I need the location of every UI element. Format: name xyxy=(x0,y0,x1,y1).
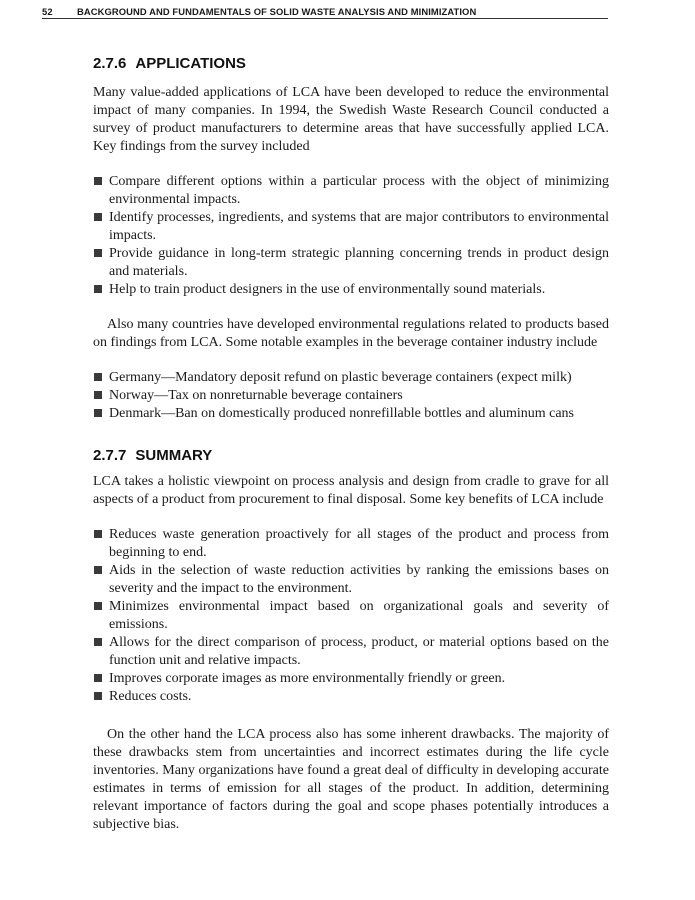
list-item-text: Provide guidance in long-term strategic planning concerning trends in product design and materials. xyxy=(109,246,609,279)
square-bullet-icon xyxy=(94,530,102,538)
square-bullet-icon xyxy=(94,213,102,221)
square-bullet-icon xyxy=(94,285,102,293)
list-item-text: Minimizes environmental impact based on organizational goals and severity of emissions. xyxy=(109,599,609,632)
square-bullet-icon xyxy=(94,409,102,417)
section-heading-summary xyxy=(93,446,609,466)
section-title: SUMMARY xyxy=(135,447,213,464)
list-item xyxy=(93,173,609,209)
square-bullet-icon xyxy=(94,249,102,257)
running-title: BACKGROUND AND FUNDAMENTALS OF SOLID WASTE ANALYSIS AND MINIMIZATION xyxy=(77,6,477,17)
square-bullet-icon xyxy=(94,692,102,700)
list-item-text: Reduces waste generation proactively for all stages of the product and process from beginning to end. xyxy=(109,527,609,560)
list-item-text: Aids in the selection of waste reduction activities by ranking the emissions bases on severity and the impact to the environment. xyxy=(109,563,609,596)
running-header xyxy=(42,6,608,19)
square-bullet-icon xyxy=(94,602,102,610)
drawbacks-paragraph: On the other hand the LCA process also has some inherent drawbacks. The majority of these drawbacks stem from uncertainties and incorrect estimates during the life cycle inventories. Many organizations have found a great deal of difficulty in developing accurate estimates in terms of emission for all stages of the product. In addition, determining relevant importance of factors during the goal and scope phases potentially introduces a subjective bias. xyxy=(93,727,609,832)
square-bullet-icon xyxy=(94,674,102,682)
list-item-text: Improves corporate images as more environmentally friendly or green. xyxy=(109,671,506,686)
list-item-text: Identify processes, ingredients, and systems that are major contributors to environmental impacts. xyxy=(109,210,609,243)
square-bullet-icon xyxy=(94,566,102,574)
list-item xyxy=(93,281,609,299)
square-bullet-icon xyxy=(94,391,102,399)
page-content xyxy=(93,54,609,834)
regulations-intro-paragraph: Also many countries have developed environmental regulations related to products based on findings from LCA. Some notable examples in the beverage container industry include xyxy=(93,317,609,350)
list-item xyxy=(93,634,609,670)
section-number: 2.7.6 xyxy=(93,55,127,72)
list-item xyxy=(93,598,609,634)
list-item-text: Reduces costs. xyxy=(109,689,192,704)
page-number: 52 xyxy=(42,6,53,17)
regulations-list xyxy=(93,369,609,423)
applications-intro-paragraph: Many value-added applications of LCA have been developed to reduce the environmental impact of many companies. In 1994, the Swedish Waste Research Council conducted a survey of product manufacturers to determine areas that have successfully applied LCA. Key findings from the survey included xyxy=(93,85,609,154)
list-item xyxy=(93,369,609,387)
list-item xyxy=(93,387,609,405)
list-item-text: Allows for the direct comparison of process, product, or material options based on the function unit and relative impacts. xyxy=(109,635,609,668)
square-bullet-icon xyxy=(94,638,102,646)
list-item-text: Germany—Mandatory deposit refund on plastic beverage containers (expect milk) xyxy=(109,370,572,385)
survey-findings-list xyxy=(93,173,609,299)
list-item-text: Norway—Tax on nonreturnable beverage containers xyxy=(109,388,403,403)
list-item xyxy=(93,526,609,562)
list-item xyxy=(93,209,609,245)
list-item xyxy=(93,670,609,688)
list-item-text: Denmark—Ban on domestically produced nonrefillable bottles and aluminum cans xyxy=(109,406,574,421)
section-title: APPLICATIONS xyxy=(135,55,246,72)
section-number: 2.7.7 xyxy=(93,447,127,464)
section-heading-applications xyxy=(93,54,609,74)
list-item xyxy=(93,688,609,706)
list-item xyxy=(93,405,609,423)
list-item-text: Compare different options within a particular process with the object of minimizing environmental impacts. xyxy=(109,174,609,207)
square-bullet-icon xyxy=(94,177,102,185)
summary-intro-paragraph: LCA takes a holistic viewpoint on process analysis and design from cradle to grave for all aspects of a product from procurement to final disposal. Some key benefits of LCA include xyxy=(93,474,609,507)
list-item-text: Help to train product designers in the use of environmentally sound materials. xyxy=(109,282,546,297)
list-item xyxy=(93,562,609,598)
list-item xyxy=(93,245,609,281)
square-bullet-icon xyxy=(94,373,102,381)
benefits-list xyxy=(93,526,609,706)
